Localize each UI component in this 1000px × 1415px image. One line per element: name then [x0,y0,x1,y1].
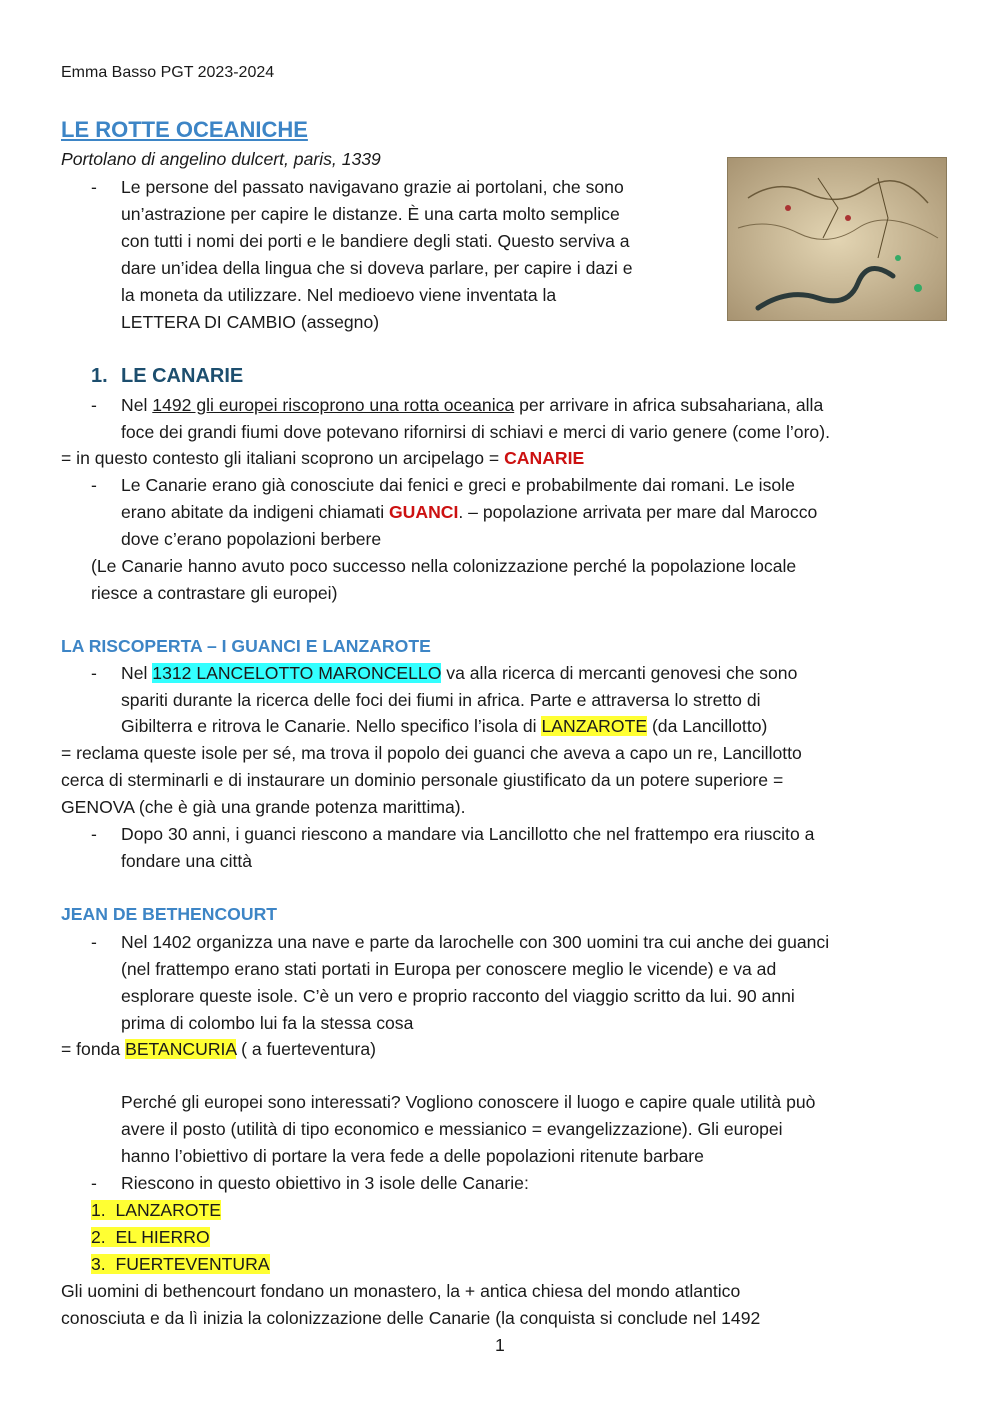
intro-line: LETTERA DI CAMBIO (assegno) [121,312,380,332]
bethencourt-para-line-3: hanno l’obiettivo di portare la vera fede a delle popolazioni ritenute barbare [121,1146,704,1166]
canarie-equation-line: = in questo contesto gli italiani scoprono un arcipelago = CANARIE [61,448,585,468]
riscoperta-eq-line-3: GENOVA (che è già una grande potenza marittima). [61,797,466,817]
riscoperta-eq-line-2: cerca di sterminarli e di instaurare un dominio personale giustificato da un potere superiore = [61,770,784,790]
island-list-item: 1. LANZAROTE [91,1200,222,1220]
portolano-map-image [727,157,947,321]
bethencourt-bullet-1-line-3: esplorare queste isole. C’è un vero e proprio racconto del viaggio scritto da lui. 90 anni [121,986,795,1006]
riscoperta-bullet-1-line-2: spariti durante la ricerca delle foci dei fiumi in africa. Parte e attraversa lo stretto di [121,690,761,710]
island-list-item: 3. FUERTEVENTURA [91,1254,270,1274]
bullet-dash: - [91,663,97,683]
canarie-bullet-2-line-1: Le Canarie erano già conosciute dai fenici e greci e probabilmente dai romani. Le isole [121,475,795,495]
canarie-bullet-1-line-1: Nel 1492 gli europei riscoprono una rotta oceanica per arrivare in africa subsahariana, alla [121,395,824,415]
canarie-bullet-2-line-2: erano abitate da indigeni chiamati GUANCI. – popolazione arrivata per mare dal Marocco [121,502,818,522]
riscoperta-bullet-1-line-3: Gibilterra e ritrova le Canarie. Nello specifico l’isola di LANZAROTE (da Lancillotto) [121,716,768,736]
island-list-item: 2. EL HIERRO [91,1227,210,1247]
intro-line: un’astrazione per capire le distanze. È una carta molto semplice [121,204,620,224]
bethencourt-para-line-1: Perché gli europei sono interessati? Vogliono conoscere il luogo e capire quale utilità può [121,1092,816,1112]
bethencourt-bullet-1-line-1: Nel 1402 organizza una nave e parte da larochelle con 300 uomini tra cui anche dei guanci [121,932,830,952]
portolano-caption: Portolano di angelino dulcert, paris, 1339 [61,149,381,169]
bethencourt-bullet-1-line-4: prima di colombo lui fa la stessa cosa [121,1013,414,1033]
section-heading-canarie: LE CANARIE [121,365,244,387]
intro-line: Le persone del passato navigavano grazie ai portolani, che sono [121,177,624,197]
final-line-1: Gli uomini di bethencourt fondano un monastero, la + antica chiesa del mondo atlantico [61,1281,741,1301]
canarie-paren-line-2: riesce a contrastare gli europei) [91,583,338,603]
bullet-dash: - [91,395,97,415]
author-line: Emma Basso PGT 2023-2024 [61,64,275,81]
canarie-bullet-1-line-2: foce dei grandi fiumi dove potevano rifornirsi di schiavi e merci di vario genere (come l’oro). [121,422,830,442]
riscoperta-bullet-2-line-1: Dopo 30 anni, i guanci riescono a mandare via Lancillotto che nel frattempo era riuscito a [121,824,815,844]
section-heading-riscoperta: LA RISCOPERTA – I GUANCI E LANZAROTE [61,636,431,656]
intro-line: la moneta da utilizzare. Nel medioevo viene inventata la [121,285,557,305]
bethencourt-bullet-1-line-2: (nel frattempo erano stati portati in Europa per conoscere meglio le vicende) e va ad [121,959,777,979]
section-heading-bethencourt: JEAN DE BETHENCOURT [61,904,278,924]
page-title: LE ROTTE OCEANICHE [61,117,308,142]
bullet-dash: - [91,475,97,495]
bethencourt-para-line-2: avere il posto (utilità di tipo economico e messianico = evangelizzazione). Gli europei [121,1119,783,1139]
canarie-bullet-2-line-3: dove c’erano popolazioni berbere [121,529,382,549]
bullet-dash: - [91,824,97,844]
section-number: 1. [91,365,108,387]
intro-line: con tutti i nomi dei porti e le bandiere degli stati. Questo serviva a [121,231,630,251]
bethencourt-bullet-2: Riescono in questo obiettivo in 3 isole delle Canarie: [121,1173,529,1193]
bullet-dash: - [91,932,97,952]
page-number: 1 [495,1335,505,1355]
canarie-paren-line-1: (Le Canarie hanno avuto poco successo nella colonizzazione perché la popolazione locale [91,556,797,576]
riscoperta-eq-line-1: = reclama queste isole per sé, ma trova il popolo dei guanci che aveva a capo un re, Lancillotto [61,743,802,763]
bullet-dash: - [91,177,97,197]
riscoperta-bullet-2-line-2: fondare una città [121,851,253,871]
final-line-2: conosciuta e da lì inizia la colonizzazione delle Canarie (la conquista si conclude nel 1492 [61,1308,761,1328]
intro-line: dare un’idea della lingua che si doveva parlare, per capire i dazi e [121,258,633,278]
bethencourt-eq-line: = fonda BETANCURIA ( a fuerteventura) [61,1039,377,1059]
bullet-dash: - [91,1173,97,1193]
riscoperta-bullet-1-line-1: Nel 1312 LANCELOTTO MARONCELLO va alla ricerca di mercanti genovesi che sono [121,663,798,683]
